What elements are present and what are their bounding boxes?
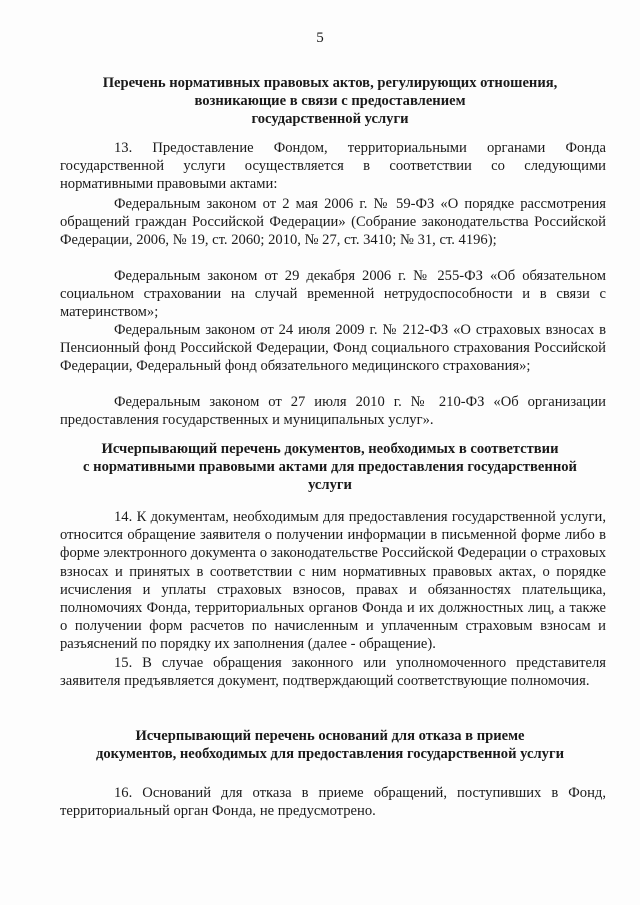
heading-line: документов, необходимых для предоставления государственной услуги bbox=[96, 746, 564, 762]
page-number: 5 bbox=[316, 30, 324, 46]
paragraph-13: 13. Предоставление Фондом, территориальными органами Фонда государственной услуги осуществляется в соответствии со следующими нормативными правовыми актами: bbox=[60, 140, 606, 193]
section-heading-legal-acts bbox=[60, 74, 600, 128]
paragraph-law-255: Федеральным законом от 29 декабря 2006 г. № 255-ФЗ «Об обязательном социальном страховании на случай временной нетрудоспособности и в связи с материнством»; bbox=[60, 268, 606, 321]
heading-line: государственной услуги bbox=[251, 111, 409, 127]
paragraph-14: 14. К документам, необходимым для предоставления государственной услуги, относится обращение заявителя о получении информации в письменной форме либо в форме электронного документа о законодательстве Российской Федерации о страховых взносах и принятых в соответствии с ним нормативных правовых актах, о порядке исчисления и уплаты страховых взносов, правах и обязанностях плательщика, полномочиях Фонда, территориальных органов Фонда и их должностных лиц, а также о получении форм расчетов по начисленным и уплаченным страховым взносам и разъяснений по порядку их заполнения (далее - обращение). bbox=[60, 509, 606, 653]
heading-line: услуги bbox=[308, 477, 352, 493]
heading-line: Перечень нормативных правовых актов, регулирующих отношения, bbox=[102, 75, 558, 91]
section-heading-refusal bbox=[60, 727, 600, 763]
paragraph-law-210: Федеральным законом от 27 июля 2010 г. № 210-ФЗ «Об организации предоставления государственных и муниципальных услуг». bbox=[60, 394, 606, 429]
heading-line: Исчерпывающий перечень оснований для отказа в приеме bbox=[135, 728, 525, 744]
heading-line: Исчерпывающий перечень документов, необходимых в соответствии bbox=[101, 441, 559, 457]
paragraph-law-212: Федеральным законом от 24 июля 2009 г. № 212-ФЗ «О страховых взносах в Пенсионный фонд Российской Федерации, Фонд социального страхования Российской Федерации, Федеральный фонд обязательного медицинского страхования»; bbox=[60, 322, 606, 375]
heading-line: возникающие в связи с предоставлением bbox=[194, 93, 466, 109]
paragraph-15: 15. В случае обращения законного или уполномоченного представителя заявителя предъявляется документ, подтверждающий соответствующие полномочия. bbox=[60, 655, 606, 690]
paragraph-16: 16. Оснований для отказа в приеме обращений, поступивших в Фонд, территориальный орган Фонда, не предусмотрено. bbox=[60, 785, 606, 820]
section-heading-documents bbox=[60, 440, 600, 494]
heading-line: с нормативными правовыми актами для предоставления государственной bbox=[83, 459, 577, 475]
paragraph-law-59: Федеральным законом от 2 мая 2006 г. № 59-ФЗ «О порядке рассмотрения обращений граждан Российской Федерации» (Собрание законодательства Российской Федерации, 2006, № 19, ст. 2060; 2010, № 27, ст. 3410; № 31, ст. 4196); bbox=[60, 196, 606, 249]
